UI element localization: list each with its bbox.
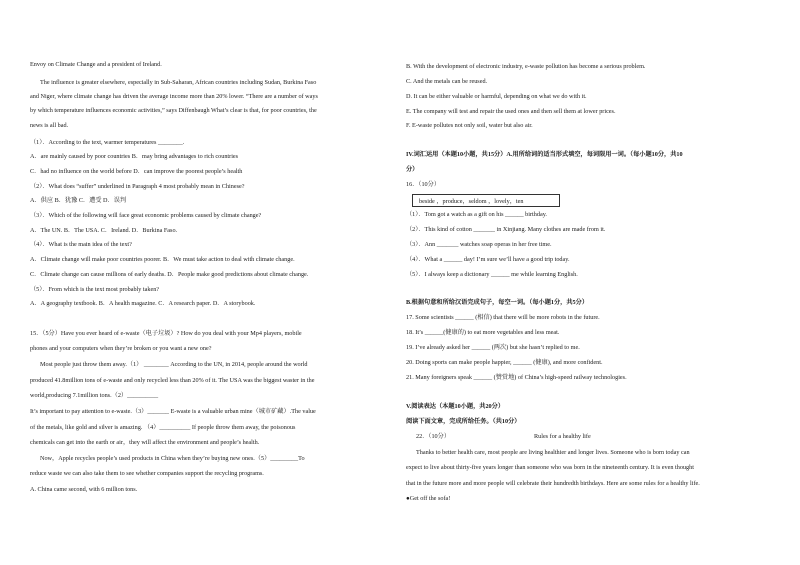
- q16-item-5: （5）．I always keep a dictionary ______ me while learning English.: [406, 271, 578, 278]
- passage-line: produced 41.8million tons of e-waste and only recycled less than 20% of it. The USA was the biggest waster in the: [30, 377, 315, 384]
- option-c: C. And the metals can be reused.: [406, 78, 488, 85]
- q16-item-4: （4）．What a ______ day! I’m sure we’ll have a good trip today.: [406, 256, 570, 263]
- question-3: （3）．Which of the following will face great economic problems caused by climate change?: [30, 212, 262, 219]
- section-b-title: B.根据句意和所给汉语完成句子，每空一词。（每小题1分，共5分）: [406, 299, 589, 306]
- passage-line: that in the future more and more people will celebrate their hundredth birthdays. Here are some rules for a healthy life.: [406, 480, 700, 487]
- question-1-options-cd: C．had no influence on the world before D．can improve the poorest people’s health: [30, 168, 243, 175]
- section-5-subtitle: 阅读下面文章，完成所给任务。（共10分）: [406, 418, 521, 425]
- option-b: B. With the development of electronic industry, e-waste pollution has become a serious problem.: [406, 63, 646, 70]
- passage-title: Rules for a healthy life: [534, 433, 591, 440]
- passage-line: Envoy on Climate Change and a president of Ireland.: [30, 61, 162, 68]
- question-20: 20. Doing sports can make people happier, ______ (健康), and more confident.: [406, 359, 603, 366]
- question-2-options: A．供应 B．犹豫 C．遭受 D．误判: [30, 197, 127, 204]
- q16-item-2: （2）．This kind of cotton _______ in Xinjiang. Many clothes are made from it.: [406, 226, 606, 233]
- question-17: 17. Some scientists ______ (相信) that there will be more robots in the future.: [406, 314, 600, 321]
- question-21: 21. Many foreigners speak ______ (赞赏地) of China’s high-speed railway technologies.: [406, 374, 627, 381]
- word-box: beside ，produce，seldom ，lovely，ten: [412, 194, 560, 207]
- passage-line: world,producing 7.1million tons.（2）__________: [30, 392, 159, 399]
- passage-line: Now，Apple recycles people’s used products in China when they’re buying new ones.（5）_________To: [40, 455, 305, 462]
- option-d: D. It can be either valuable or harmful, depending on what we do with it.: [406, 93, 587, 100]
- q16-item-3: （3）．Ann _______ watches soap operas in her free time.: [406, 241, 552, 248]
- question-18: 18. It’s ______(健康的) to eat more vegetables and less meat.: [406, 329, 560, 336]
- question-4-options-ab: A．Climate change will make poor countries poorer. B．We must take action to deal with climate change.: [30, 256, 295, 263]
- passage-line: phones and your computers when they’re broken or you want a new one?: [30, 345, 212, 352]
- question-5-options: A．A geography textbook. B．A health magazine. C．A research paper. D．A storybook.: [30, 300, 256, 307]
- passage-line: It’s important to pay attention to e-waste.（3）_______ E-waste is a valuable urban mine（城市矿藏）.The value: [30, 408, 316, 415]
- option-a: A. China came second, with 6 million tons.: [30, 486, 138, 493]
- passage-line: reduce waste we can also take them to see whether companies support the recycling programs.: [30, 470, 264, 477]
- passage-line: chemicals can get into the earth or air，they will affect the environment and people’s health.: [30, 439, 260, 446]
- passage-rule-heading: ●Get off the sofa!: [406, 495, 451, 502]
- passage-line: news is all bad.: [30, 122, 69, 129]
- question-4-options-cd: C．Climate change can cause millions of early deaths. D．People make good predictions about climate change.: [30, 271, 309, 278]
- question-1-options-ab: A．are mainly caused by poor countries B．may bring advantages to rich countries: [30, 153, 239, 160]
- section-4-title-cont: 分）: [406, 166, 419, 173]
- question-4: （4）．What is the main idea of the text?: [30, 241, 132, 248]
- question-3-options: A．The UN. B．The USA. C．Ireland. D．Burkina Faso.: [30, 227, 178, 234]
- question-1: （1）．According to the text, warmer temperatures ________.: [30, 139, 185, 146]
- passage-line: and Niger, where climate change has driven the average income more than 20% lower. “There are a number of ways: [30, 93, 318, 100]
- q16-item-1: （1）．Tom got a watch as a gift on his ______ birthday.: [406, 211, 547, 218]
- question-2: （2）．What does “suffer” underlined in Paragraph 4 most probably mean in Chinese?: [30, 183, 245, 190]
- passage-line: Thanks to better health care, most people are living healthier and longer lives. Someone who is born today can: [416, 449, 690, 456]
- passage-line: by which temperature influences economic activities,” says Diffenbaugh What’s clear is that, for poor countries, the: [30, 107, 317, 114]
- question-16-label: 16．（10分）: [406, 181, 441, 188]
- question-22-label: 22．（10分）: [416, 433, 451, 440]
- question-15-heading: 15．（5分）Have you ever heard of e-waste（电子垃圾）? How do you deal with your Mp4 players, mobile: [30, 330, 302, 337]
- option-f: F. E-waste pollutes not only soil, water but also air.: [406, 122, 533, 129]
- passage-line: expect to live about thirty-five years longer than someone who was born in the nineteenth century. It is even thought: [406, 464, 694, 471]
- passage-line: Most people just throw them away.（1） ________ According to the UN, in 2014, people around the world: [40, 361, 308, 368]
- section-5-title: V.阅读表达（本题10小题，共20分）: [406, 403, 505, 410]
- question-5: （5）．From which is the text most probably taken?: [30, 286, 160, 293]
- passage-line: of the metals, like gold and silver is amazing. （4）__________ If people throw them away, the poisonous: [30, 424, 296, 431]
- question-19: 19. I’ve already asked her ______ (两次) but she hasn’t replied to me.: [406, 344, 580, 351]
- section-4-title: IV.词汇运用（本题10小题，共15分）A.用所给词的适当形式填空，每词限用一词。（每小题10分，共10: [406, 151, 683, 158]
- option-e: E. The company will test and repair the used ones and then sell them at lower prices.: [406, 108, 616, 115]
- passage-line: The influence is greater elsewhere, especially in Sub-Saharan, African countries including Sudan, Burkina Faso: [40, 79, 317, 86]
